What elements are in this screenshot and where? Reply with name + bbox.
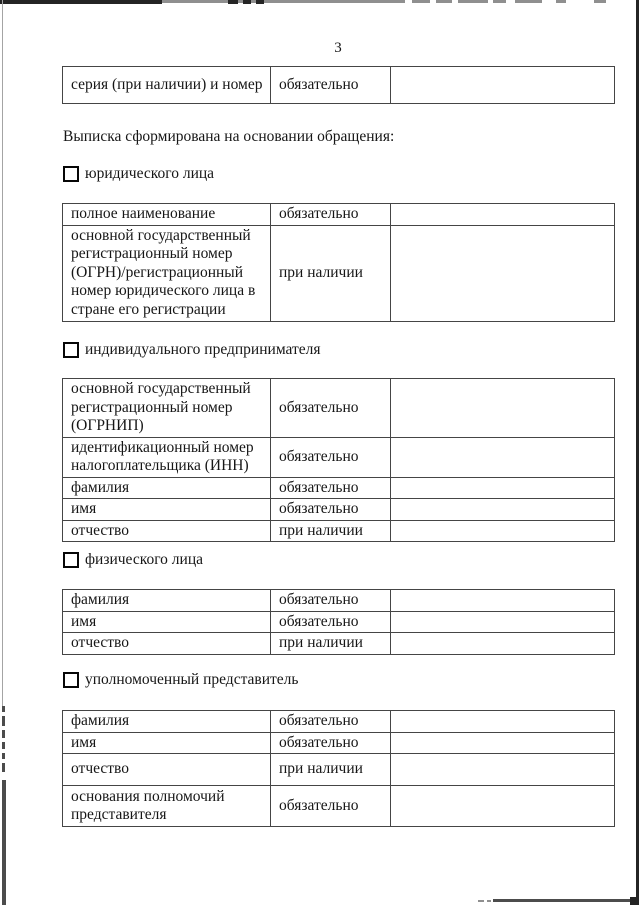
- scan-edge-bottom: [487, 900, 491, 902]
- field-label-cell: отчество: [63, 520, 271, 542]
- scan-edge-left: [2, 0, 3, 710]
- scan-edge-bottom: [630, 897, 637, 905]
- page-number: 3: [334, 40, 342, 56]
- checkbox-label: уполномоченный представитель: [85, 671, 299, 688]
- requirement-cell: обязательно: [271, 499, 391, 521]
- field-label-cell: имя: [63, 732, 271, 754]
- scan-edge-left: [2, 763, 5, 772]
- requirement-cell: обязательно: [271, 611, 391, 633]
- table-row: [63, 711, 615, 733]
- table-row: [63, 520, 615, 542]
- scan-edge-right: [636, 0, 639, 905]
- scan-edge-left: [2, 706, 5, 712]
- checkbox-row-natural-person: [63, 551, 203, 569]
- table-row: [63, 225, 615, 321]
- value-cell: [391, 611, 615, 633]
- field-label-cell: основной государственный регистрационный номер (ОГРНИП): [63, 379, 271, 438]
- value-cell: [391, 732, 615, 754]
- field-label-cell: идентификационный номер налогоплательщика (ИНН): [63, 437, 271, 477]
- requirement-cell: обязательно: [271, 204, 391, 226]
- natural-person-table: [62, 589, 615, 655]
- scan-edge-top: [556, 0, 566, 3]
- table-row: [63, 499, 615, 521]
- intro-text: Выписка сформирована на основании обращения:: [63, 128, 395, 145]
- table-row: [63, 204, 615, 226]
- field-label-cell: полное наименование: [63, 204, 271, 226]
- table-row: [63, 732, 615, 754]
- value-cell: [391, 204, 615, 226]
- legal-entity-table: [62, 203, 615, 322]
- scan-edge-left: [2, 742, 5, 749]
- checkbox-row-individual-entrepreneur: [63, 341, 321, 359]
- value-cell: [391, 225, 615, 321]
- scan-edge-bottom: [478, 900, 484, 902]
- field-label-cell: фамилия: [63, 590, 271, 612]
- value-cell: [391, 590, 615, 612]
- requirement-cell: обязательно: [271, 786, 391, 827]
- field-label-cell: основания полномочий представителя: [63, 786, 271, 827]
- scan-edge-top: [256, 0, 264, 4]
- value-cell: [391, 379, 615, 438]
- field-label-cell: отчество: [63, 633, 271, 655]
- serial-number-table: [62, 66, 615, 104]
- scan-edge-left: [2, 780, 6, 905]
- table-row: [63, 477, 615, 499]
- individual-entrepreneur-checkbox[interactable]: [63, 342, 79, 358]
- table-row: [63, 754, 615, 786]
- requirement-cell: при наличии: [271, 520, 391, 542]
- requirement-cell: при наличии: [271, 633, 391, 655]
- value-cell: [391, 633, 615, 655]
- field-label-cell: имя: [63, 611, 271, 633]
- checkbox-label: физического лица: [85, 551, 203, 568]
- field-label-cell: основной государственный регистрационный номер (ОГРН)/регистрационный номер юридического лица в стране его регистрации: [63, 225, 271, 321]
- scan-edge-top: [412, 0, 430, 3]
- requirement-cell: при наличии: [271, 754, 391, 786]
- value-cell: [391, 786, 615, 827]
- table-row: [63, 67, 615, 104]
- scan-edge-left: [2, 730, 5, 738]
- scan-edge-top: [493, 0, 506, 3]
- table-row: [63, 611, 615, 633]
- checkbox-label: юридического лица: [85, 165, 215, 182]
- requirement-cell: обязательно: [271, 67, 391, 104]
- value-cell: [391, 437, 615, 477]
- authorized-representative-table: [62, 710, 615, 827]
- checkbox-row-legal-entity: [63, 165, 214, 183]
- individual-entrepreneur-table: [62, 378, 615, 542]
- scan-edge-top: [243, 0, 251, 4]
- value-cell: [391, 67, 615, 104]
- value-cell: [391, 754, 615, 786]
- table-row: [63, 633, 615, 655]
- value-cell: [391, 520, 615, 542]
- scan-edge-left: [2, 753, 5, 759]
- scan-edge-top: [228, 0, 238, 4]
- requirement-cell: обязательно: [271, 732, 391, 754]
- requirement-cell: обязательно: [271, 711, 391, 733]
- requirement-cell: при наличии: [271, 225, 391, 321]
- table-row: [63, 437, 615, 477]
- scan-edge-top: [0, 0, 162, 4]
- field-label-cell: серия (при наличии) и номер: [63, 67, 271, 104]
- value-cell: [391, 477, 615, 499]
- field-label-cell: фамилия: [63, 477, 271, 499]
- scan-edge-top: [162, 0, 405, 3]
- scan-edge-top: [458, 0, 488, 3]
- requirement-cell: обязательно: [271, 477, 391, 499]
- field-label-cell: отчество: [63, 754, 271, 786]
- table-row: [63, 590, 615, 612]
- requirement-cell: обязательно: [271, 590, 391, 612]
- authorized-representative-checkbox[interactable]: [63, 672, 79, 688]
- scan-edge-bottom: [493, 899, 637, 902]
- field-label-cell: фамилия: [63, 711, 271, 733]
- requirement-cell: обязательно: [271, 379, 391, 438]
- value-cell: [391, 499, 615, 521]
- checkbox-row-authorized-representative: [63, 671, 298, 689]
- scan-edge-top: [515, 0, 542, 3]
- natural-person-checkbox[interactable]: [63, 552, 79, 568]
- requirement-cell: обязательно: [271, 437, 391, 477]
- table-row: [63, 379, 615, 438]
- value-cell: [391, 711, 615, 733]
- field-label-cell: имя: [63, 499, 271, 521]
- checkbox-label: индивидуального предпринимателя: [85, 341, 321, 358]
- scan-edge-top: [436, 0, 452, 3]
- scan-edge-left: [2, 716, 5, 726]
- table-row: [63, 786, 615, 827]
- legal-entity-checkbox[interactable]: [63, 166, 79, 182]
- scan-edge-top: [594, 0, 606, 3]
